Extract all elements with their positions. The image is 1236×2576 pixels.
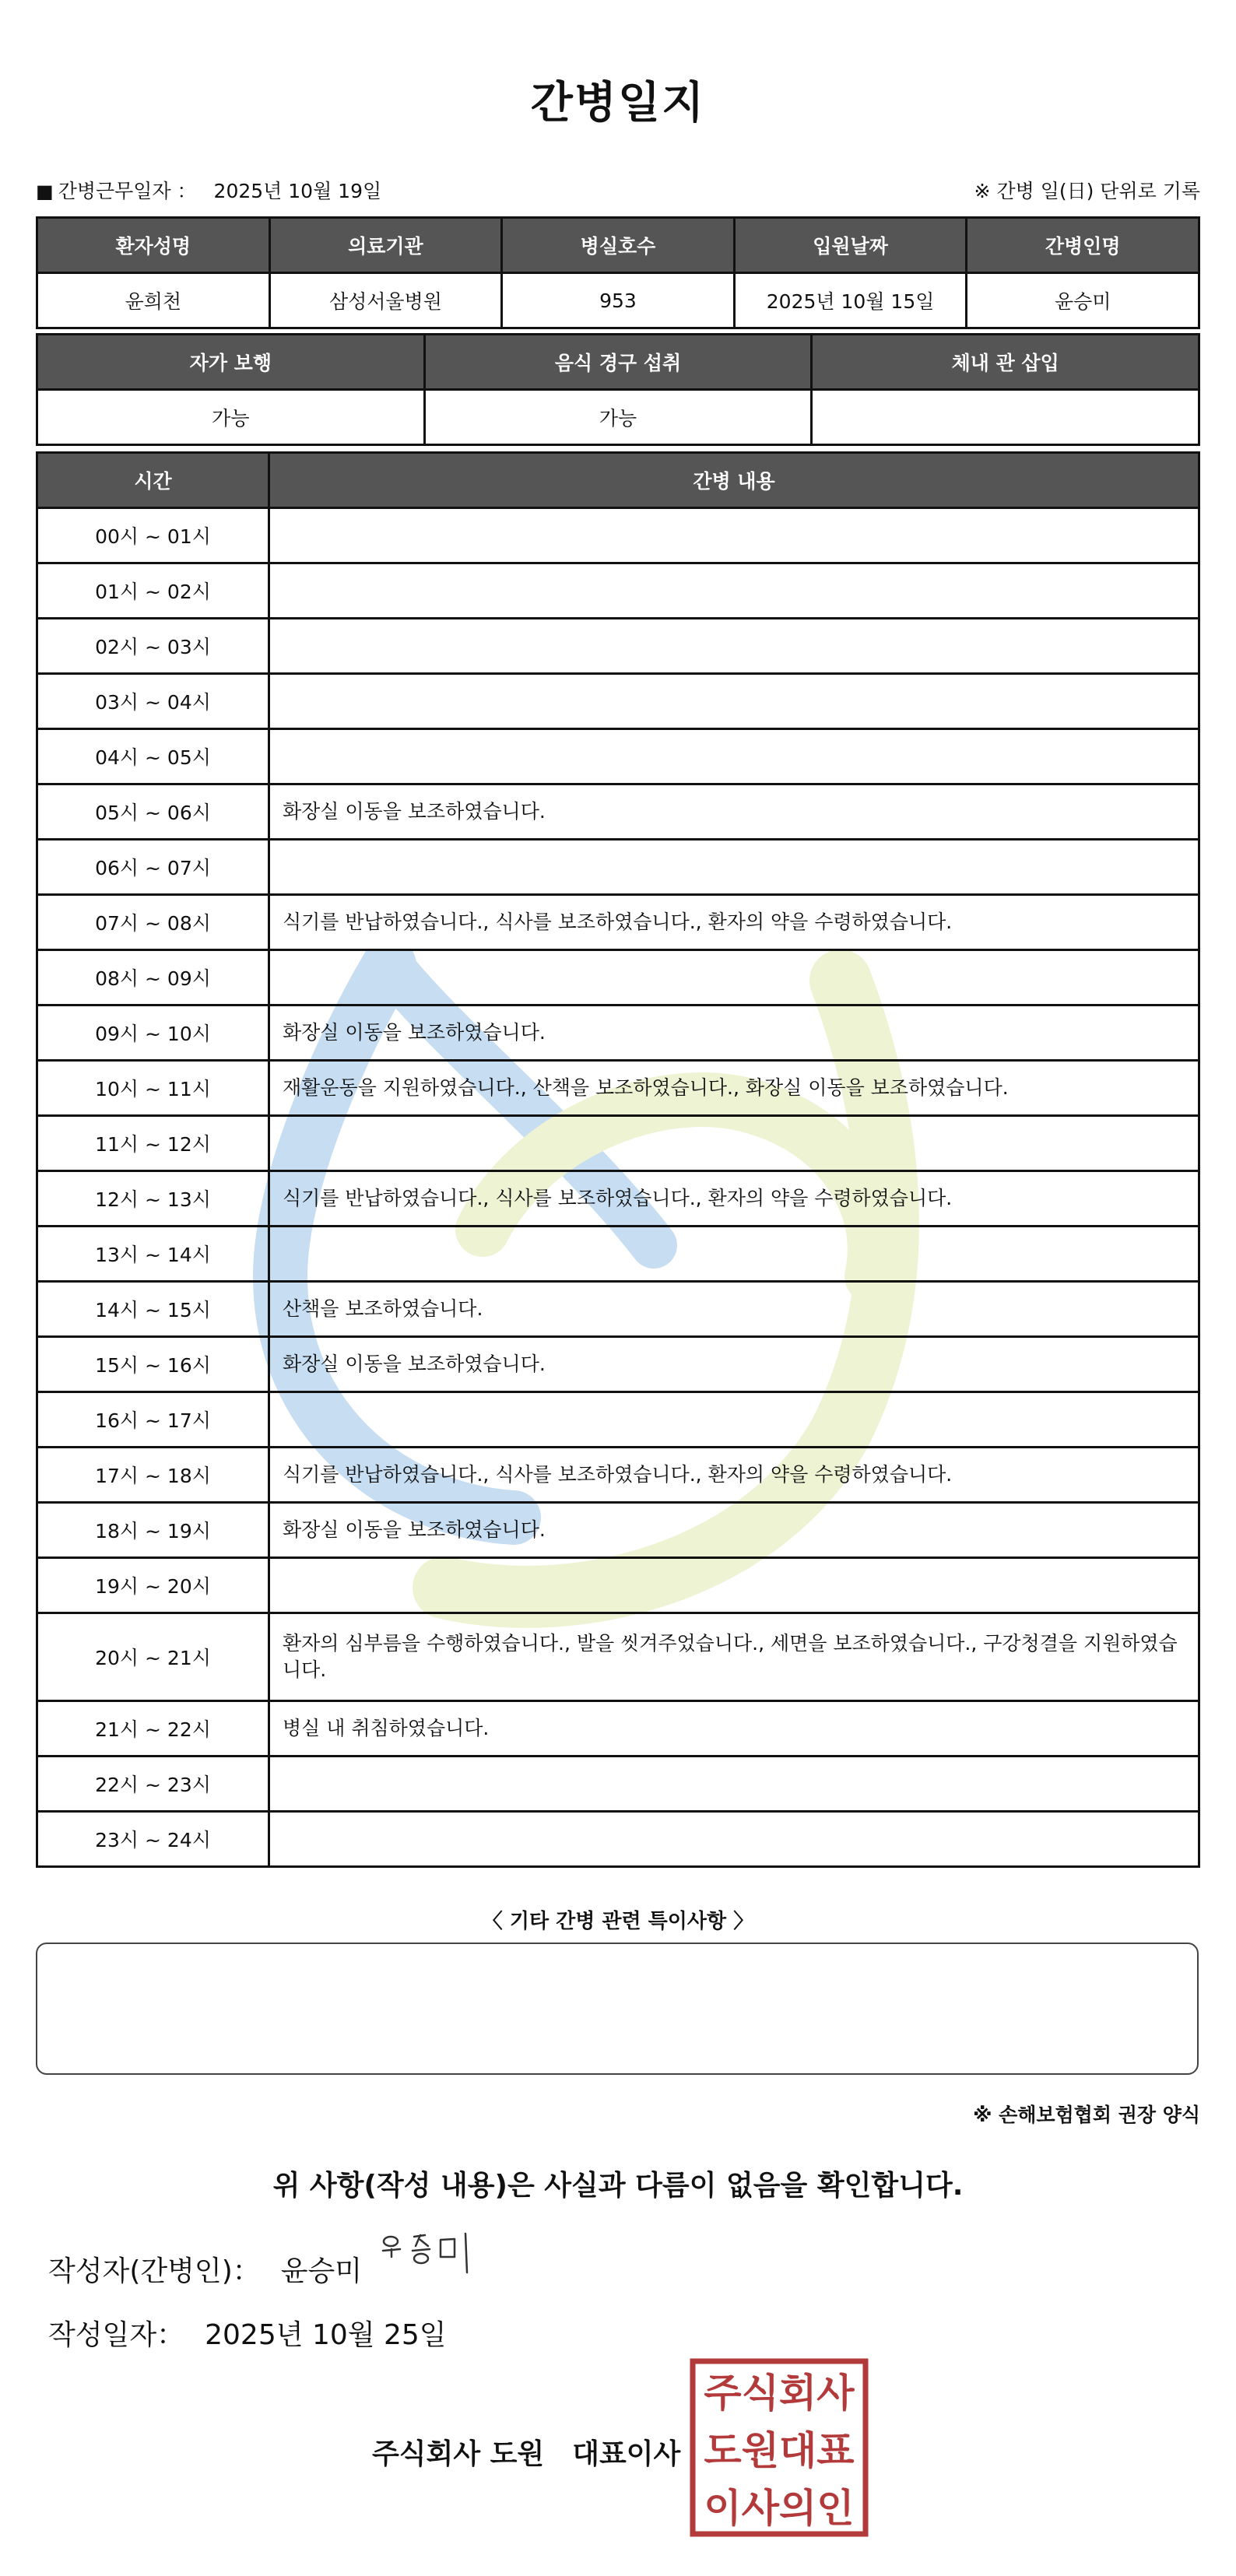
content-cell bbox=[269, 1757, 1199, 1812]
table-row bbox=[37, 1171, 1199, 1227]
company-title: 대표이사 bbox=[572, 2438, 681, 2470]
table-row bbox=[37, 1061, 1199, 1116]
write-date-value: 2025년 10월 25일 bbox=[205, 2319, 447, 2351]
square-bullet-icon: ■ bbox=[36, 181, 54, 202]
table-row bbox=[37, 729, 1199, 784]
time-cell: 17시 ~ 18시 bbox=[37, 1448, 269, 1503]
table-row bbox=[37, 1282, 1199, 1337]
table-row bbox=[37, 1392, 1199, 1448]
document-title: 간병일지 bbox=[530, 78, 706, 128]
company-seal-stamp bbox=[690, 2358, 869, 2537]
table-header-row bbox=[37, 453, 1199, 508]
svg-text:도원대표: 도원대표 bbox=[704, 2428, 855, 2473]
time-cell: 05시 ~ 06시 bbox=[37, 784, 269, 840]
table-row bbox=[37, 1448, 1199, 1503]
time-cell: 19시 ~ 20시 bbox=[37, 1558, 269, 1613]
table-row bbox=[37, 619, 1199, 674]
content-cell: 화장실 이동을 보조하였습니다. bbox=[269, 1503, 1199, 1558]
table-header-row bbox=[37, 218, 1199, 273]
time-cell: 22시 ~ 23시 bbox=[37, 1757, 269, 1812]
unit-note: ※ 간병 일(日) 단위로 기록 bbox=[974, 180, 1200, 202]
table-header-row bbox=[37, 335, 1199, 390]
handwritten-signature bbox=[374, 2226, 490, 2296]
special-notes-title: 〈 기타 간병 관련 특이사항 〉 bbox=[482, 1910, 754, 1933]
header-walking: 자가 보행 bbox=[37, 335, 425, 390]
time-cell: 07시 ~ 08시 bbox=[37, 895, 269, 950]
company-line bbox=[372, 2432, 680, 2472]
table-row bbox=[37, 784, 1199, 840]
content-cell: 식기를 반납하였습니다., 식사를 보조하였습니다., 환자의 약을 수령하였습니다. bbox=[269, 895, 1199, 950]
header-caregiver-name: 간병인명 bbox=[967, 218, 1199, 273]
special-notes-box bbox=[36, 1943, 1199, 2075]
time-cell: 02시 ~ 03시 bbox=[37, 619, 269, 674]
content-cell bbox=[269, 1812, 1199, 1867]
content-cell: 식기를 반납하였습니다., 식사를 보조하였습니다., 환자의 약을 수령하였습니다. bbox=[269, 1171, 1199, 1227]
patient-info-table bbox=[36, 216, 1200, 329]
time-cell: 04시 ~ 05시 bbox=[37, 729, 269, 784]
table-row bbox=[37, 1701, 1199, 1757]
time-cell: 10시 ~ 11시 bbox=[37, 1061, 269, 1116]
time-cell: 20시 ~ 21시 bbox=[37, 1613, 269, 1701]
content-cell: 환자의 심부름을 수행하였습니다., 발을 씻겨주었습니다., 세면을 보조하였습니다., 구강청결을 지원하였습니다. bbox=[269, 1613, 1199, 1701]
header-patient-name: 환자성명 bbox=[37, 218, 270, 273]
time-cell: 16시 ~ 17시 bbox=[37, 1392, 269, 1448]
table-row bbox=[37, 508, 1199, 563]
walking-value: 가능 bbox=[37, 390, 425, 445]
time-cell: 18시 ~ 19시 bbox=[37, 1503, 269, 1558]
header-admission-date: 입원날짜 bbox=[734, 218, 967, 273]
time-cell: 08시 ~ 09시 bbox=[37, 950, 269, 1005]
time-cell: 01시 ~ 02시 bbox=[37, 563, 269, 619]
write-date-label: 작성일자： bbox=[48, 2319, 185, 2351]
table-row bbox=[37, 840, 1199, 895]
time-cell: 21시 ~ 22시 bbox=[37, 1701, 269, 1757]
table-row bbox=[37, 895, 1199, 950]
time-cell: 06시 ~ 07시 bbox=[37, 840, 269, 895]
room-number: 953 bbox=[502, 273, 735, 328]
writer-name: 윤승미 bbox=[280, 2255, 363, 2287]
content-cell bbox=[269, 1227, 1199, 1282]
content-cell: 화장실 이동을 보조하였습니다. bbox=[269, 1337, 1199, 1392]
form-note: ※ 손해보험협회 권장 양식 bbox=[973, 2104, 1200, 2126]
time-cell: 11시 ~ 12시 bbox=[37, 1116, 269, 1171]
table-row bbox=[37, 563, 1199, 619]
admission-date: 2025년 10월 15일 bbox=[734, 273, 967, 328]
content-cell bbox=[269, 508, 1199, 563]
table-row bbox=[37, 1558, 1199, 1613]
oral-intake-value: 가능 bbox=[424, 390, 812, 445]
content-cell: 화장실 이동을 보조하였습니다. bbox=[269, 784, 1199, 840]
content-cell bbox=[269, 840, 1199, 895]
work-date-label: 간병근무일자 ： bbox=[58, 180, 197, 202]
table-row bbox=[37, 1116, 1199, 1171]
table-row bbox=[37, 1337, 1199, 1392]
content-cell bbox=[269, 674, 1199, 729]
time-cell: 13시 ~ 14시 bbox=[37, 1227, 269, 1282]
table-row bbox=[37, 1005, 1199, 1061]
care-log-table bbox=[36, 451, 1200, 1868]
table-row bbox=[37, 273, 1199, 328]
work-date-line bbox=[36, 176, 381, 204]
content-cell bbox=[269, 1392, 1199, 1448]
time-cell: 00시 ~ 01시 bbox=[37, 508, 269, 563]
header-care-content: 간병 내용 bbox=[269, 453, 1199, 508]
table-row bbox=[37, 950, 1199, 1005]
svg-text:주식회사: 주식회사 bbox=[704, 2371, 855, 2416]
tube-insertion-value bbox=[812, 390, 1199, 445]
content-cell bbox=[269, 950, 1199, 1005]
content-cell: 병실 내 취침하였습니다. bbox=[269, 1701, 1199, 1757]
content-cell bbox=[269, 1558, 1199, 1613]
table-row bbox=[37, 390, 1199, 445]
table-row bbox=[37, 1227, 1199, 1282]
content-cell bbox=[269, 619, 1199, 674]
content-cell: 산책을 보조하였습니다. bbox=[269, 1282, 1199, 1337]
table-row bbox=[37, 674, 1199, 729]
svg-text:이사의인: 이사의인 bbox=[704, 2486, 855, 2531]
content-cell bbox=[269, 1116, 1199, 1171]
table-row bbox=[37, 1757, 1199, 1812]
confirmation-statement: 위 사항(작성 내용)은 사실과 다름이 없음을 확인합니다. bbox=[272, 2170, 964, 2202]
table-row bbox=[37, 1613, 1199, 1701]
header-room-number: 병실호수 bbox=[502, 218, 735, 273]
content-cell: 재활운동을 지원하였습니다., 산책을 보조하였습니다., 화장실 이동을 보조하였습니다. bbox=[269, 1061, 1199, 1116]
content-cell: 화장실 이동을 보조하였습니다. bbox=[269, 1005, 1199, 1061]
time-cell: 15시 ~ 16시 bbox=[37, 1337, 269, 1392]
company-name: 주식회사 도원 bbox=[372, 2438, 545, 2470]
time-cell: 03시 ~ 04시 bbox=[37, 674, 269, 729]
time-cell: 12시 ~ 13시 bbox=[37, 1171, 269, 1227]
content-cell: 식기를 반납하였습니다., 식사를 보조하였습니다., 환자의 약을 수령하였습니다. bbox=[269, 1448, 1199, 1503]
writer-line bbox=[48, 2249, 362, 2289]
header-oral-intake: 음식 경구 섭취 bbox=[424, 335, 812, 390]
writer-label: 작성자(간병인)： bbox=[48, 2255, 261, 2287]
header-time: 시간 bbox=[37, 453, 269, 508]
content-cell bbox=[269, 563, 1199, 619]
write-date-line bbox=[48, 2313, 447, 2353]
table-row bbox=[37, 1812, 1199, 1867]
header-hospital: 의료기관 bbox=[269, 218, 502, 273]
header-tube-insertion: 체내 관 삽입 bbox=[812, 335, 1199, 390]
table-row bbox=[37, 1503, 1199, 1558]
work-date-value: 2025년 10월 19일 bbox=[213, 180, 382, 202]
caregiver-name: 윤승미 bbox=[967, 273, 1199, 328]
content-cell bbox=[269, 729, 1199, 784]
hospital: 삼성서울병원 bbox=[269, 273, 502, 328]
time-cell: 09시 ~ 10시 bbox=[37, 1005, 269, 1061]
patient-name: 윤희천 bbox=[37, 273, 270, 328]
time-cell: 14시 ~ 15시 bbox=[37, 1282, 269, 1337]
time-cell: 23시 ~ 24시 bbox=[37, 1812, 269, 1867]
condition-table bbox=[36, 333, 1200, 446]
